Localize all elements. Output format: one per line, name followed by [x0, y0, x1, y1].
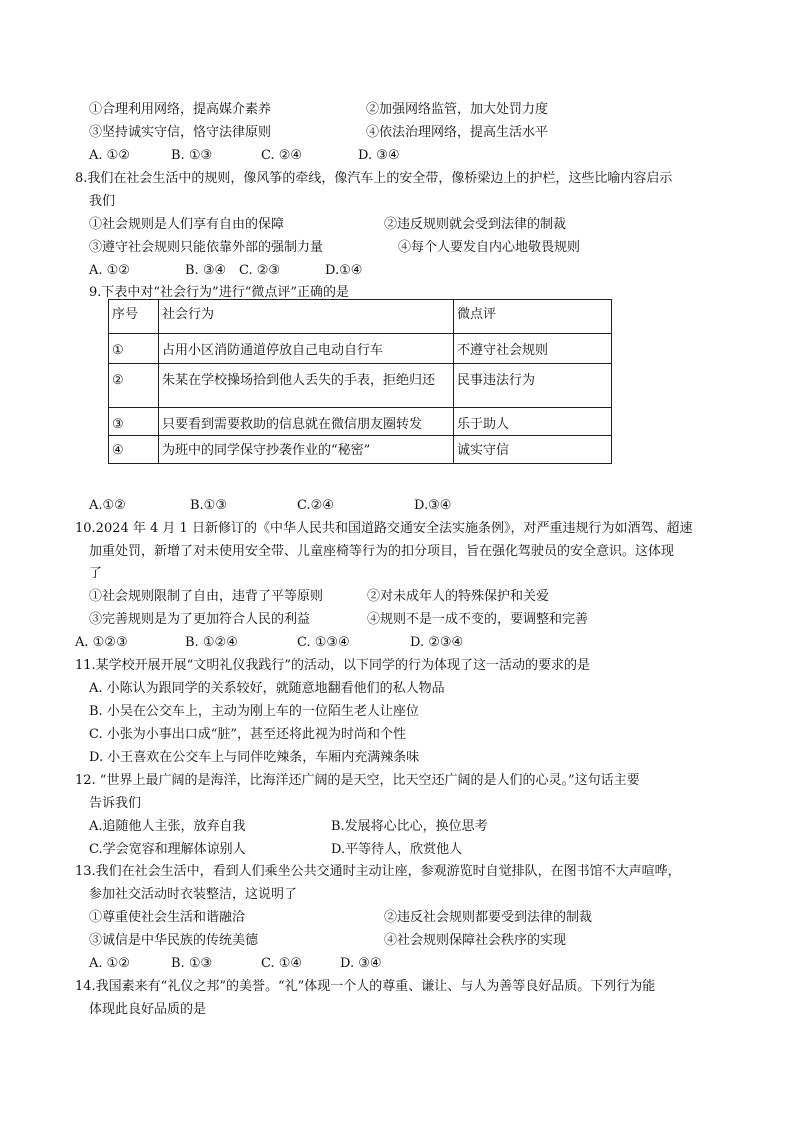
q8-option-3: ③遵守社会规则只能依靠外部的强制力量: [89, 240, 324, 255]
q12-choice-b: B.发展将心比心，换位思考: [331, 819, 488, 834]
q10-option-2: ②对未成年人的特殊保护和关爱: [367, 589, 550, 604]
q10-option-4: ④规则不是一成不变的，要调整和完善: [367, 612, 589, 627]
q8-stem-line-2: 我们: [89, 194, 116, 209]
q13-option-1: ①尊重使社会生活和谐融洽: [89, 910, 246, 925]
q11-choice-b: B. 小吴在公交车上，主动为刚上车的一位陌生老人让座位: [89, 704, 419, 719]
q9-choice-b: B.①③: [190, 498, 227, 513]
header-comment: 微点评: [454, 300, 612, 334]
q8-choice-c: C. ②③: [239, 263, 281, 278]
q7-option-3: ③坚持诚实守信，恪守法律原则: [89, 125, 272, 140]
q12-stem-line-1: 12. “世界上最广阔的是海洋，比海洋还广阔的是天空，比天空还广阔的是人们的心灵。”这句话主要: [75, 773, 640, 788]
q11-choice-c: C. 小张为小事出口成“脏”，甚至还将此视为时尚和个性: [89, 727, 407, 742]
table-row: [109, 436, 612, 464]
table-row: [109, 364, 612, 408]
cell-comment: 诚实守信: [454, 436, 612, 464]
q8-option-4: ④每个人要发自内心地敬畏规则: [398, 240, 581, 255]
q13-choice-c: C. ①④: [261, 956, 303, 971]
q7-option-2: ②加强网络监管，加大处罚力度: [366, 102, 549, 117]
q8-stem-line-1: 8.我们在社会生活中的规则，像风筝的牵线，像汽车上的安全带，像桥梁边上的护栏，这些比喻内容启示: [75, 171, 673, 186]
cell-index: ③: [109, 408, 159, 436]
cell-comment: 乐于助人: [454, 408, 612, 436]
q7-option-1: ①合理利用网络，提高媒介素养: [89, 102, 272, 117]
q11-stem: 11.某学校开展开展“文明礼仪我践行”的活动，以下同学的行为体现了这一活动的要求的是: [75, 658, 590, 673]
q10-stem-line-1: 10.2024 年 4 月 1 日新修订的《中华人民共和国道路交通安全法实施条例》，对严重违规行为如酒驾、超速: [75, 521, 693, 536]
cell-index: ①: [109, 334, 159, 364]
q13-stem-line-2: 参加社交活动时衣装整洁，这说明了: [89, 887, 298, 902]
q11-choice-d: D. 小王喜欢在公交车上与同伴吃辣条，车厢内充满辣条味: [89, 750, 420, 765]
table-row: [109, 334, 612, 364]
q13-option-3: ③诚信是中华民族的传统美德: [89, 933, 259, 948]
q7-option-4: ④依法治理网络，提高生活水平: [366, 125, 549, 140]
q10-choice-d: D. ②③④: [410, 635, 464, 650]
q7-choice-d: D. ③④: [358, 148, 400, 163]
q10-choice-b: B. ①②④: [185, 635, 238, 650]
q9-table: [108, 299, 612, 464]
q7-choice-b: B. ①③: [171, 148, 213, 163]
q8-option-1: ①社会规则是人们享有自由的保障: [89, 217, 285, 232]
q9-choice-c: C.②④: [297, 498, 334, 513]
table-row: [109, 408, 612, 436]
cell-behavior: 朱某在学校操场拾到他人丢失的手表，拒绝归还: [159, 364, 454, 408]
q7-choice-c: C. ②④: [261, 148, 303, 163]
q7-choice-a: A. ①②: [89, 148, 130, 163]
cell-comment: 民事违法行为: [454, 364, 612, 408]
q13-choice-b: B. ①③: [171, 956, 213, 971]
q9-choice-a: A.①②: [89, 498, 126, 513]
q12-choice-c: C.学会宽容和理解体谅别人: [89, 842, 246, 857]
q13-stem-line-1: 13.我们在社会生活中，看到人们乘坐公共交通时主动让座，参观游览时自觉排队，在图书馆不大声喧哗，: [75, 864, 681, 879]
q10-stem-line-3: 了: [89, 566, 103, 581]
q14-stem-line-1: 14.我国素来有“礼仪之邦”的美誉。“礼”体现一个人的尊重、谦让、与人为善等良好品质。下列行为能: [75, 979, 656, 994]
q11-choice-a: A. 小陈认为跟同学的关系较好，就随意地翻看他们的私人物品: [89, 681, 445, 696]
cell-behavior: 占用小区消防通道停放自己电动自行车: [159, 334, 454, 364]
q10-choice-c: C. ①③④: [297, 635, 350, 650]
q10-choice-a: A. ①②③: [75, 635, 128, 650]
q13-option-2: ②违反社会规则都要受到法律的制裁: [384, 910, 593, 925]
q9-choice-d: D.③④: [414, 498, 452, 513]
q13-option-4: ④社会规则保障社会秩序的实现: [384, 933, 567, 948]
q9-stem: 9.下表中对“社会行为”进行“微点评”正确的是: [89, 285, 349, 300]
q8-option-2: ②违反规则就会受到法律的制裁: [384, 217, 567, 232]
q10-stem-line-2: 加重处罚，新增了对未使用安全带、儿童座椅等行为的扣分项目，旨在强化驾驶员的安全意识。这体现: [89, 544, 675, 559]
q8-choice-a: A. ①②: [89, 263, 130, 278]
q12-choice-a: A.追随他人主张，放弃自我: [89, 819, 246, 834]
cell-comment: 不遵守社会规则: [454, 334, 612, 364]
cell-behavior: 只要看到需要救助的信息就在微信朋友圈转发: [159, 408, 454, 436]
q13-choice-a: A. ①②: [89, 956, 130, 971]
q13-choice-d: D. ③④: [340, 956, 382, 971]
q10-option-1: ①社会规则限制了自由，违背了平等原则: [89, 589, 324, 604]
cell-index: ④: [109, 436, 159, 464]
q12-stem-line-2: 告诉我们: [89, 796, 142, 811]
cell-behavior: 为班中的同学保守抄袭作业的“秘密”: [159, 436, 454, 464]
q12-choice-d: D.平等待人，欣赏他人: [331, 842, 463, 857]
q8-choice-b: B. ③④: [185, 263, 227, 278]
table-header-row: [109, 300, 612, 334]
header-index: 序号: [109, 300, 159, 334]
q14-stem-line-2: 体现此良好品质的是: [89, 1002, 207, 1017]
cell-index: ②: [109, 364, 159, 408]
header-behavior: 社会行为: [159, 300, 454, 334]
q10-option-3: ③完善规则是为了更加符合人民的利益: [89, 612, 311, 627]
q8-choice-d: D.①④: [325, 263, 363, 278]
